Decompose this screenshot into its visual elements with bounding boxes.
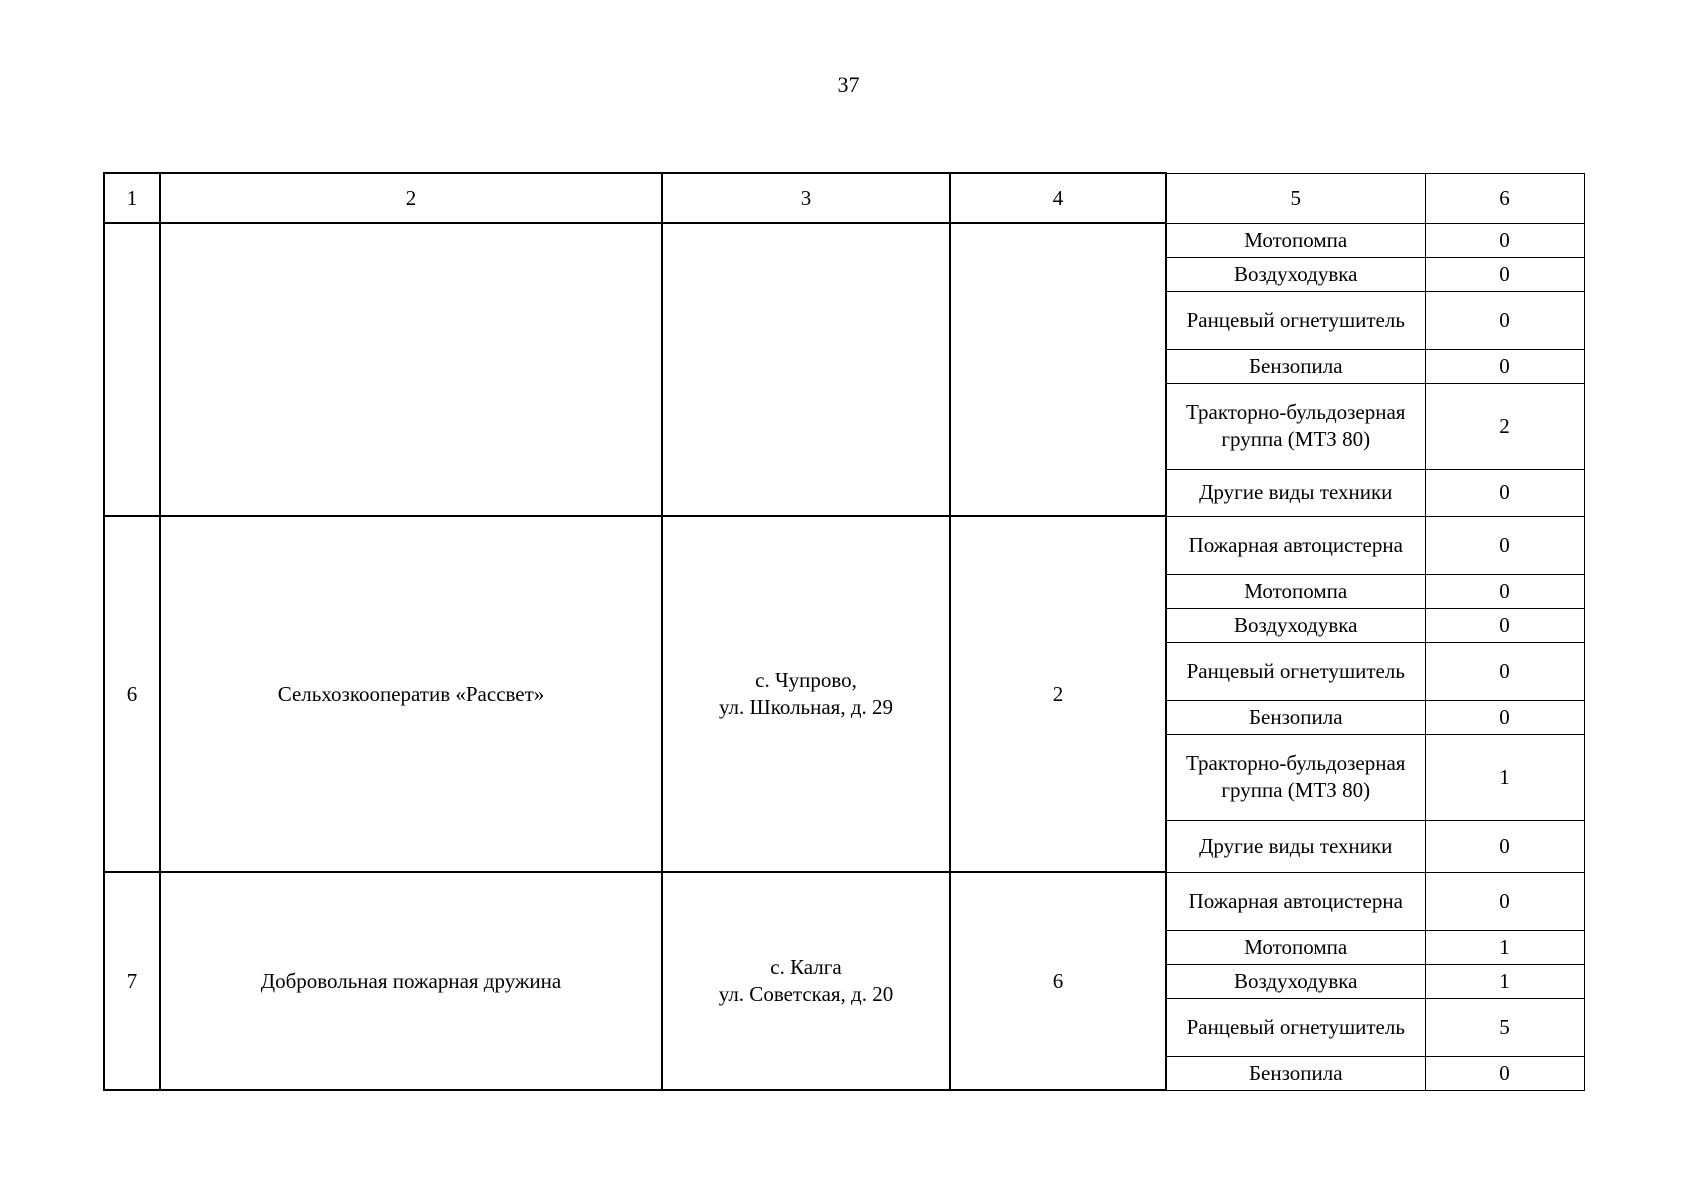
- equipment-count-cell: 0: [1425, 257, 1584, 291]
- equipment-type-cell: Пожарная автоцистерна: [1166, 872, 1425, 930]
- equipment-type-cell: Тракторно-бульдозерная группа (МТЗ 80): [1166, 734, 1425, 820]
- header-cell-1: 1: [104, 173, 160, 223]
- equipment-type-cell: Бензопила: [1166, 1056, 1425, 1090]
- equipment-type-cell: Пожарная автоцистерна: [1166, 516, 1425, 574]
- address-cell: [662, 516, 950, 872]
- equipment-count-cell: 0: [1425, 608, 1584, 642]
- equipment-count-cell: 1: [1425, 964, 1584, 998]
- table-row: [104, 223, 1584, 257]
- equipment-count-cell: 0: [1425, 700, 1584, 734]
- equipment-type-cell: Другие виды техники: [1166, 469, 1425, 516]
- organization-name-cell: [160, 223, 662, 516]
- equipment-type-cell: Тракторно-бульдозерная группа (МТЗ 80): [1166, 383, 1425, 469]
- personnel-count-cell: [950, 223, 1166, 516]
- equipment-type-cell: Мотопомпа: [1166, 574, 1425, 608]
- equipment-count-cell: 0: [1425, 223, 1584, 257]
- personnel-count-cell: 2: [950, 516, 1166, 872]
- equipment-type-cell: Бензопила: [1166, 349, 1425, 383]
- equipment-count-cell: 2: [1425, 383, 1584, 469]
- equipment-type-cell: Мотопомпа: [1166, 930, 1425, 964]
- equipment-type-cell: Воздуходувка: [1166, 257, 1425, 291]
- address-cell: [662, 223, 950, 516]
- equipment-count-cell: 0: [1425, 291, 1584, 349]
- row-number-cell: 6: [104, 516, 160, 872]
- equipment-count-cell: 0: [1425, 469, 1584, 516]
- header-cell-5: 5: [1166, 173, 1425, 223]
- equipment-count-cell: 0: [1425, 516, 1584, 574]
- row-number-cell: 7: [104, 872, 160, 1090]
- header-cell-4: 4: [950, 173, 1166, 223]
- header-cell-3: 3: [662, 173, 950, 223]
- equipment-count-cell: 0: [1425, 820, 1584, 872]
- address-line-1: с. Калга: [770, 955, 842, 979]
- personnel-count-cell: 6: [950, 872, 1166, 1090]
- equipment-count-cell: 1: [1425, 734, 1584, 820]
- header-cell-2: 2: [160, 173, 662, 223]
- address-line-1: с. Чупрово,: [755, 668, 857, 692]
- equipment-type-cell: Воздуходувка: [1166, 964, 1425, 998]
- equipment-count-cell: 0: [1425, 872, 1584, 930]
- address-line-2: ул. Советская, д. 20: [718, 982, 894, 1006]
- equipment-type-cell: Бензопила: [1166, 700, 1425, 734]
- equipment-count-cell: 0: [1425, 574, 1584, 608]
- equipment-count-cell: 1: [1425, 930, 1584, 964]
- header-cell-6: 6: [1425, 173, 1584, 223]
- equipment-type-cell: Ранцевый огнетушитель: [1166, 998, 1425, 1056]
- table-row: [104, 872, 1584, 930]
- equipment-table: [103, 172, 1585, 1091]
- equipment-count-cell: 5: [1425, 998, 1584, 1056]
- equipment-count-cell: 0: [1425, 642, 1584, 700]
- organization-name-cell: Сельхозкооператив «Рассвет»: [160, 516, 662, 872]
- header-row: [104, 173, 1584, 223]
- equipment-type-cell: Ранцевый огнетушитель: [1166, 642, 1425, 700]
- equipment-type-cell: Мотопомпа: [1166, 223, 1425, 257]
- row-number-cell: [104, 223, 160, 516]
- equipment-count-cell: 0: [1425, 1056, 1584, 1090]
- address-line-2: ул. Школьная, д. 29: [718, 695, 894, 719]
- page-number: 37: [837, 72, 860, 97]
- address-cell: [662, 872, 950, 1090]
- equipment-count-cell: 0: [1425, 349, 1584, 383]
- equipment-type-cell: Другие виды техники: [1166, 820, 1425, 872]
- table-row: [104, 516, 1584, 574]
- equipment-type-cell: Воздуходувка: [1166, 608, 1425, 642]
- organization-name-cell: Добровольная пожарная дружина: [160, 872, 662, 1090]
- equipment-type-cell: Ранцевый огнетушитель: [1166, 291, 1425, 349]
